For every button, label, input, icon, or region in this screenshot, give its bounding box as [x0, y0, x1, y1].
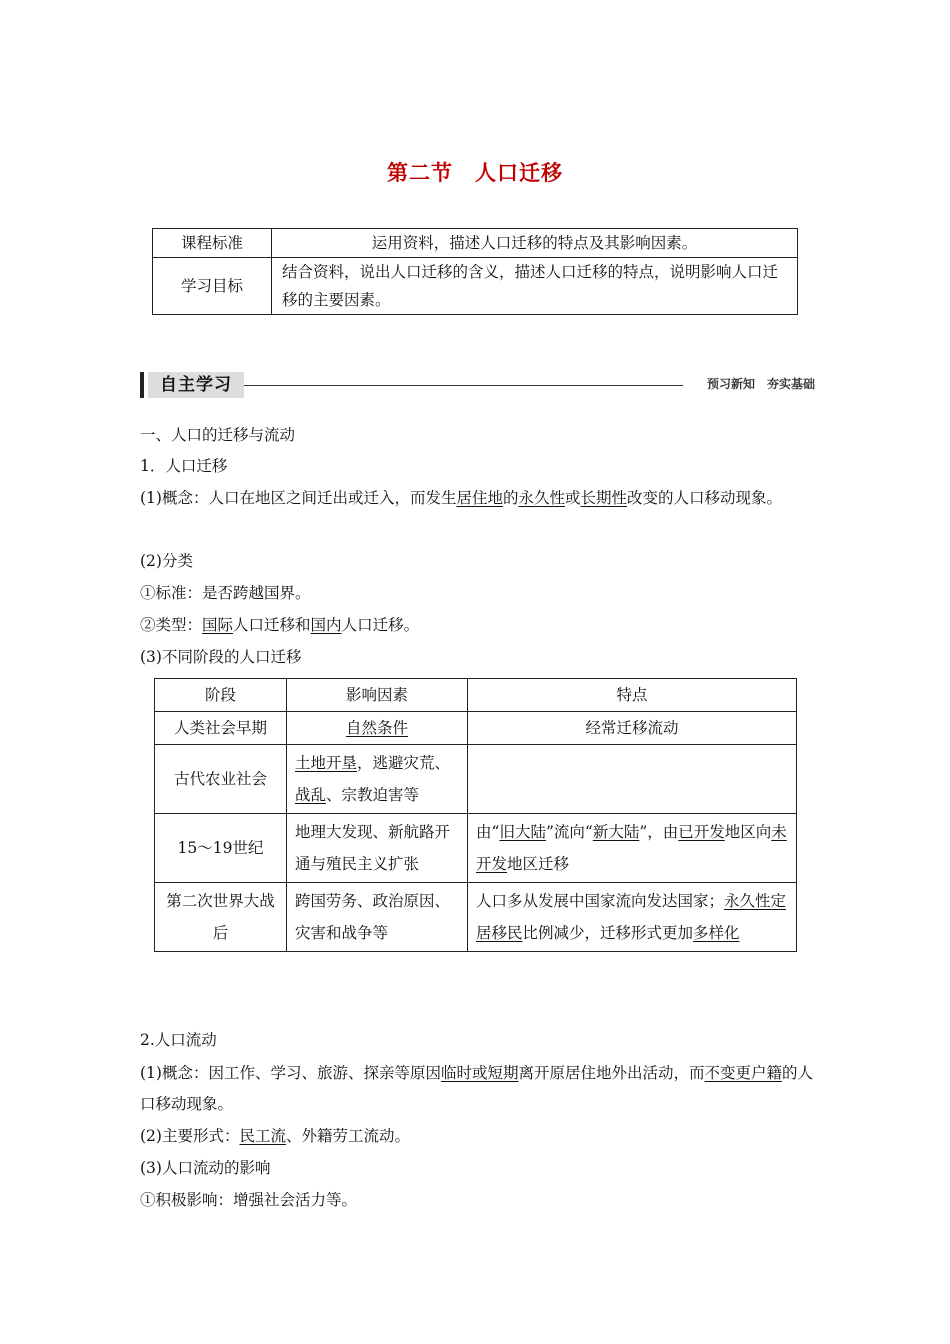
column-header: 影响因素 [287, 679, 468, 712]
feature-cell [468, 814, 797, 883]
table-row [155, 712, 797, 745]
standards-text: 运用资料，描述人口迁移的特点及其影响因素。 [272, 229, 798, 258]
text: 、宗教迫害等 [326, 786, 420, 804]
answer: 已开发 [678, 823, 725, 841]
stage-cell: 15～19世纪 [155, 814, 287, 883]
factor-cell [287, 745, 468, 814]
factor-cell: 跨国劳务、政治原因、灾害和战争等 [287, 883, 468, 952]
text: 由“ [476, 823, 500, 841]
answer: 国际 [202, 616, 234, 634]
answer: 居住地 [456, 489, 503, 507]
text: (1)概念：因工作、学习、旅游、探亲等原因 [140, 1064, 441, 1082]
factor-cell: 地理大发现、新航路开通与殖民主义扩张 [287, 814, 468, 883]
text: 的人口移动现象。 [140, 1064, 814, 1113]
column-header: 特点 [468, 679, 797, 712]
answer: 旧大陆 [499, 823, 546, 841]
section1-heading: 一、人口的迁移与流动 [140, 426, 296, 444]
migration-heading: 1．人口迁移 [140, 457, 228, 475]
text: 改变的人口移动现象。 [627, 489, 783, 507]
flow-forms [140, 1121, 820, 1152]
table-row [155, 883, 797, 952]
answer: 长期性 [580, 489, 628, 507]
standards-label: 课程标准 [153, 229, 272, 258]
table-row [155, 679, 797, 712]
answer: 自然条件 [345, 719, 408, 737]
banner-bar [140, 372, 144, 398]
banner-subtitle: 预习新知 夯实基础 [706, 377, 815, 391]
answer: 永久性 [518, 489, 566, 507]
flow-positive-impact: ①积极影响：增强社会活力等。 [140, 1191, 358, 1209]
stages-heading: (3)不同阶段的人口迁移 [140, 648, 302, 666]
classification-heading: (2)分类 [140, 552, 193, 570]
text: (1)概念：人口在地区之间迁出或迁入，而发生 [140, 489, 457, 507]
answer: 未开发 [476, 823, 787, 873]
text: ②类型： [140, 616, 203, 634]
answer: 民工流 [239, 1127, 286, 1145]
text: (2)主要形式： [140, 1127, 240, 1145]
stage-cell: 第二次世界大战后 [155, 883, 287, 952]
feature-cell [468, 745, 797, 814]
table-row [153, 258, 798, 315]
answer: 多样化 [693, 924, 740, 942]
answer: 土地开垦 [295, 754, 358, 772]
classification-standard: ①标准：是否跨越国界。 [140, 584, 311, 602]
migration-concept [140, 483, 820, 514]
table-row [155, 814, 797, 883]
objectives-text: 结合资料，说出人口迁移的含义，描述人口迁移的特点，说明影响人口迁移的主要因素。 [272, 258, 798, 315]
standards-table [152, 228, 798, 315]
text: ，逃避灾荒、 [357, 754, 451, 772]
flow-heading: 2.人口流动 [140, 1031, 217, 1049]
answer: 战乱 [295, 786, 327, 804]
answer: 新大陆 [592, 823, 640, 841]
text: 离开原居住地外出活动，而 [518, 1064, 705, 1082]
text: ”流向“ [545, 823, 593, 841]
text: 的 [502, 489, 519, 507]
answer: 国内 [310, 616, 342, 634]
flow-impact-heading: (3)人口流动的影响 [140, 1159, 271, 1177]
text: 地区向 [724, 823, 772, 841]
factor-cell [287, 712, 468, 745]
text: 地区迁移 [507, 855, 570, 873]
feature-cell: 经常迁移流动 [468, 712, 797, 745]
page-title: 第二节 人口迁移 [387, 161, 563, 185]
stage-cell: 古代农业社会 [155, 745, 287, 814]
stages-table [154, 678, 797, 952]
text: 人口迁移。 [341, 616, 420, 634]
answer: 永久性定居移民 [476, 892, 787, 942]
stage-cell: 人类社会早期 [155, 712, 287, 745]
answer: 临时或短期 [440, 1064, 519, 1082]
table-row [153, 229, 798, 258]
text: 人口多从发展中国家流向发达国家； [476, 892, 725, 910]
column-header: 阶段 [155, 679, 287, 712]
table-row [155, 745, 797, 814]
text: 比例减少，迁移形式更加 [522, 924, 694, 942]
text: ”，由 [639, 823, 679, 841]
answer: 不变更户籍 [704, 1064, 783, 1082]
feature-cell [468, 883, 797, 952]
banner-label: 自主学习 [148, 372, 244, 398]
text: 或 [565, 489, 581, 507]
text: 、外籍劳工流动。 [285, 1127, 410, 1145]
classification-type [140, 610, 820, 641]
banner-rule [244, 385, 683, 386]
flow-concept [140, 1058, 820, 1120]
section-banner [140, 370, 815, 400]
text: 人口迁移和 [233, 616, 311, 634]
objectives-label: 学习目标 [153, 258, 272, 315]
